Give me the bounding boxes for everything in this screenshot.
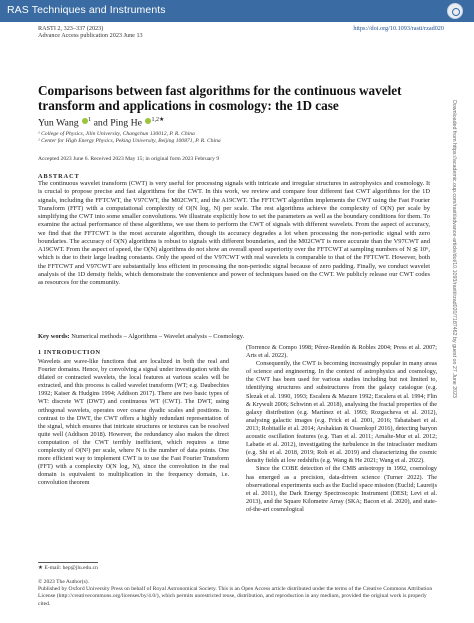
keywords-label: Key words: [38, 333, 70, 340]
publication-date: Advance Access publication 2023 June 13 [38, 32, 143, 39]
footnote-divider [38, 562, 98, 563]
affiliation: ² Center for High Energy Physics, Peking University, Beijing 100871, P. R. China [38, 138, 221, 144]
doi-link[interactable]: https://doi.org/10.1093/rasti/rzad020 [353, 25, 444, 32]
copyright: © 2023 The Author(s). [38, 579, 90, 585]
license-text: Published by Oxford University Press on behalf of Royal Astronomical Society. This is an Open Access article distributed under the terms of the Creative Commons Attribution License (http://creativecommons.org/licenses/by/4.0/), which permits unrestricted reuse, distribution, and reproduction in any medium, provided the original work is properly cited. [38, 586, 433, 607]
affiliation-marker: 1 [88, 117, 92, 123]
received-accepted-dates: Accepted 2023 June 6. Received 2023 May 15; in original form 2023 February 9 [38, 156, 220, 162]
intro-paragraph: Consequently, the CWT is becoming increasingly popular in many areas of science and engineering. In the context of astrophysics and cosmology, the CWT has been used for various studies including but not limited to, identifying structures and substructures from the galaxy catalogue (e.g. Slezak et al. 1990, 1993; Escalera & Mazure 1992; Escalera et al. 1994; Flin & Krywult 2006; Schwinn et al. 2018), analysing the fractal properties of the galaxy distribution (e.g. Martínez et al. 1993; Rozgacheva et al. 2012), analysing galactic images (e.g. Frick et al. 2001, 2016; Tabatabaei et al. 2013; Robitaille et al. 2014; Arshakian & Ossenkopf 2016), detecting baryon acoustic oscillation features (e.g. Tian et al. 2011; Arnalte-Mur et al. 2012; Labatie et al. 2012), investigating the turbulence in the intracluster medium (e.g. Shi et al. 2018, 2019; Roh et al. 2019) and characterizing the cosmic density fields at low redshifts (e.g. Wang & He 2021; Wang et al. 2022). [246, 360, 437, 465]
journal-logo-icon [447, 3, 463, 19]
keywords-list: Numerical methods – Algorithms – Wavelet analysis – Cosmology. [71, 333, 245, 340]
journal-banner [0, 0, 474, 22]
intro-left-column [38, 358, 229, 488]
author-name: Ping He [110, 117, 143, 129]
abstract-text: The continuous wavelet transform (CWT) is very useful for processing signals with intricate and irregular structures in astrophysics and cosmology. It is crucial to propose precise and fast algorithms for the CWT. In this work, we review and compare four different fast CWT algorithms for the 1D signals, including the FFTCWT, the V97CWT, the M02CWT, and the A19CWT. The FFTCWT algorithm implements the CWT using the Fast Fourier Transform (FFT) with a computational complexity of O(N log₂ N) per scale. The rest algorithms achieve the complexity of O(N) per scale by simplifying the CWT into some smaller convolutions. We illustrate explicitly how to set the parameters as well as the boundary conditions for them. To examine the actual performance of these algorithms, we use them to perform the CWT of signals with different wavelets. From the aspect of accuracy, we find that the FFTCWT is the most accurate algorithm, though its accuracy degrades a lot when processing the non-periodic signal with zero boundaries. The accuracy of O(N) algorithms is robust to signals with different boundaries, and the M02CWT is more accurate than the V97CWT and A19CWT. From the aspect of speed, the O(N) algorithms do not show an overall speed superiority over the FFTCWT at sampling numbers of N ≲ 10⁶, which is due to their large leading constants. Only the speed of the V97CWT with real wavelets is comparable to that of the FFTCWT. However, both the FFTCWT and V97CWT are substantially less efficient in processing the non-periodic signal because of zero padding. Finally, we conduct wavelet analysis of the 1D density fields, which demonstrate the convenience and power of techniques based on the CWT. We publicly release our CWT codes as resources for the community. [38, 180, 430, 286]
abstract-heading: ABSTRACT [38, 173, 80, 180]
intro-right-column [246, 344, 437, 514]
author-list [38, 116, 164, 128]
journal-name: RAS Techniques and Instruments [7, 4, 166, 16]
license-footer [38, 579, 438, 608]
paper-title: Comparisons between fast algorithms for the continuous wavelet transform and applications in cosmology: the 1D case [38, 83, 402, 113]
author-separator: and [93, 117, 108, 129]
download-notice: Downloaded from https://academic.oup.com/rasti/advance-article/doi/10.1093/rasti/rzad020/7187462 by guest on 27 June 2023 [451, 100, 457, 398]
keywords [38, 333, 430, 340]
affiliation-marker: 1,2★ [151, 117, 165, 123]
section-heading: 1 INTRODUCTION [38, 349, 101, 356]
intro-paragraph: (Torrence & Compo 1998; Pérez-Rendón & Robles 2004; Press et al. 2007; Arts et al. 2022). [246, 344, 437, 360]
author-name: Yun Wang [38, 117, 79, 129]
download-watermark [451, 100, 465, 580]
affiliation: ¹ College of Physics, Jilin University, Changchun 130012, P. R. China [38, 131, 195, 137]
intro-paragraph: Wavelets are wave-like functions that are localized in both the real and Fourier domains. Hence, by convolving a signal under investigation with the dilated or contracted wavelets, the local features at various scales will be extracted, and this process is called wavelet transform (WT; e.g. Daubechies 1992; Kaiser & Hudgins 1994; Addison 2017). There are two basic types of WT: discrete WT (DWT) and continuous WT (CWT). The DWT, using orthogonal wavelets, operates over coarse dyadic scales and positions. In contrast to the DWT, the CWT offers a highly redundant representation of the signal, which ensures that intricate structures or textures can be resolved quite well (Addison 2018). However, the redundancy also makes the direct computation of the CWT terribly inefficient, which requires a time complexity of O(N²) per scale, where N is the number of data points. One more efficient way to implement CWT is to use the Fast Fourier Transform (FFT) with a complexity O(N log₂ N), since the convolution in the real domain is equivalent to multiplication in the frequency domain, i.e. convolution theorem [38, 358, 229, 487]
intro-paragraph: Since the COBE detection of the CMB anisotropy in 1992, cosmology has emerged as a precision, data-driven science (Turner 2022). The observational experiments such as the Euclid space mission (Euclid; Laureijs et al. 2011), the Dark Energy Spectroscopic Instrument (DESI; Levi et al. 2013), and the Square Kilometre Array (SKA; Bacon et al. 2020), and state-of-the-art cosmological [246, 465, 437, 513]
citation: RASTI 2, 323–337 (2023) [38, 25, 104, 32]
corresponding-email: ★ E-mail: hep@jlu.edu.cn [38, 565, 98, 571]
